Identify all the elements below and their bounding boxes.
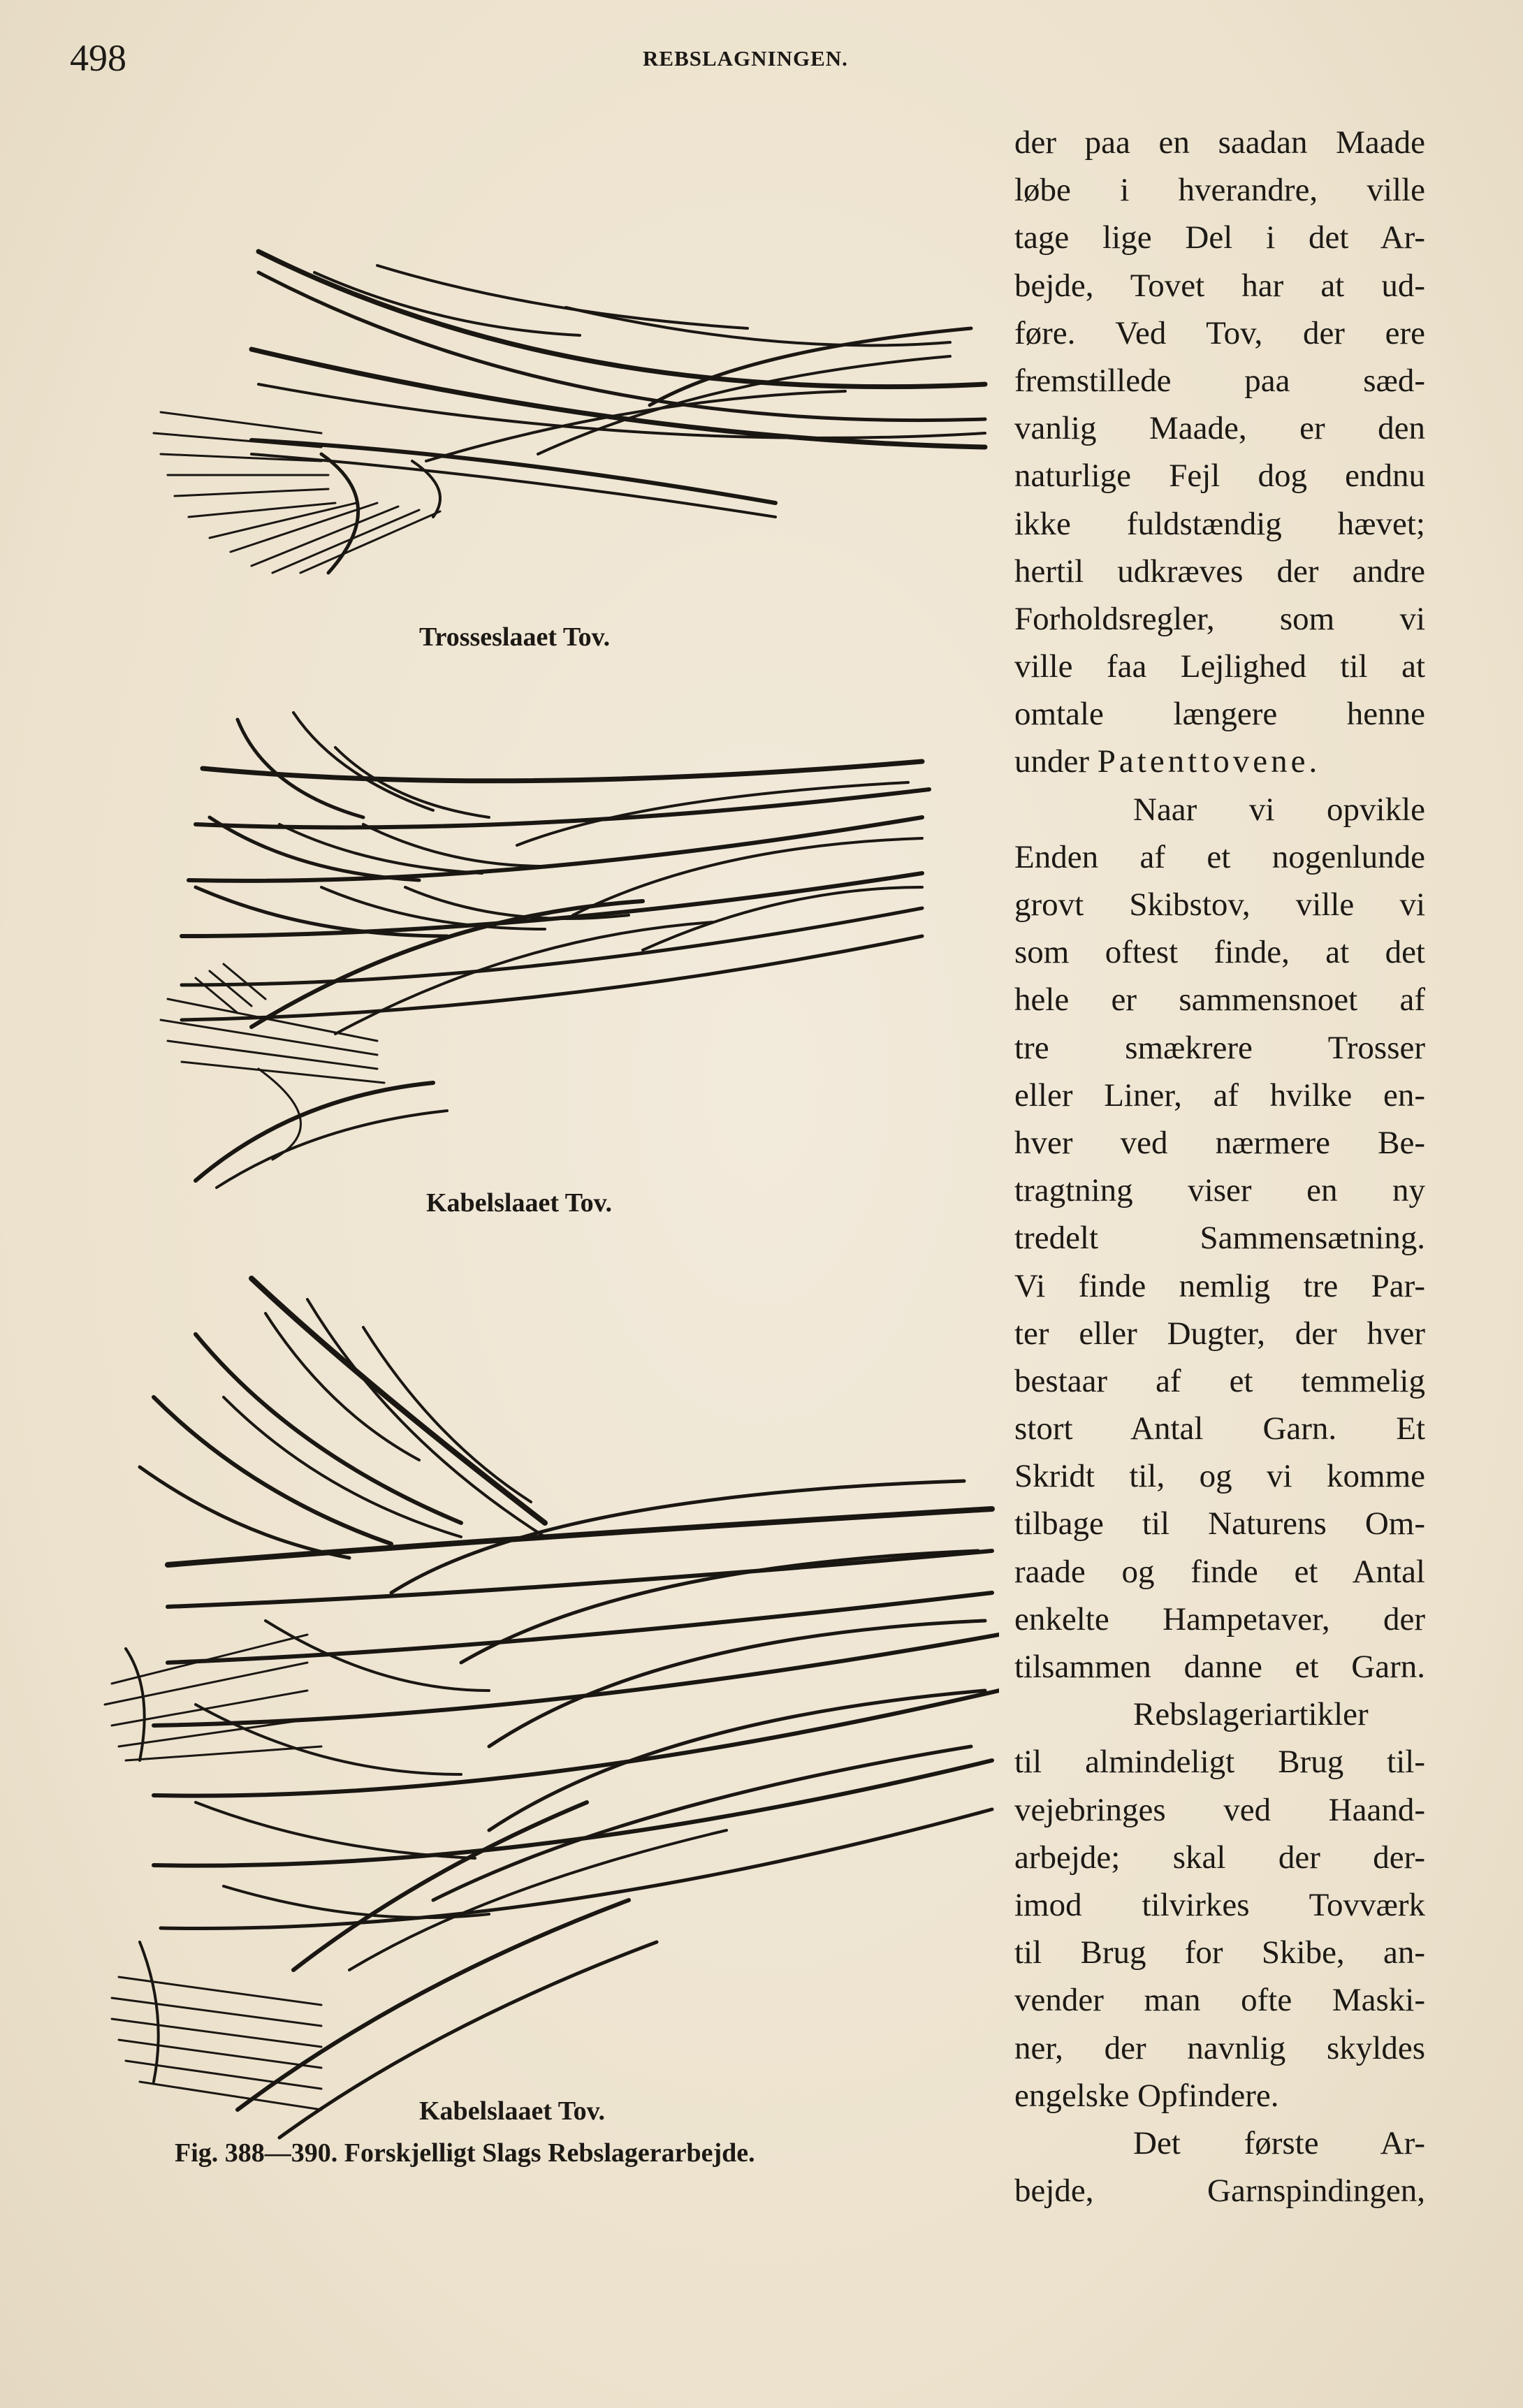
body-line: imod tilvirkes Tovværk [1014,1886,1425,1923]
body-line: Enden af et nogenlunde [1014,838,1425,875]
body-line: bejde, Tovet har at ud- [1014,267,1425,304]
page-number: 498 [70,37,126,79]
body-line-word: under [1014,743,1090,780]
body-line: grovt Skibstov, ville vi [1014,886,1425,923]
body-line: tragtning viser en ny [1014,1172,1425,1209]
caption-hawser-laid: Trosseslaaet Tov. [419,622,611,652]
body-line: til almindeligt Brug til- [1014,1744,1425,1781]
body-line: Vi finde nemlig tre Par- [1014,1267,1425,1304]
rope-illustration-cable-laid-1 [154,706,992,1195]
body-line: vejebringes ved Haand- [1014,1791,1425,1828]
body-line: tage lige Del i det Ar- [1014,219,1425,256]
rope-figures [70,126,999,2221]
body-line: Rebslageriartikler [1133,1696,1369,1733]
body-line: tilsammen danne et Garn. [1014,1649,1425,1685]
body-line: Forholdsregler, som vi [1014,600,1425,637]
rope-illustration-hawser-laid [147,224,999,657]
body-line: der paa en saadan Maade [1014,124,1425,161]
running-head: REBSLAGNINGEN. [643,46,848,71]
body-line: Naar vi opvikle [1133,791,1425,828]
body-line: enkelte Hampetaver, der [1014,1600,1425,1637]
body-line-with-spaced-word [1014,738,1425,785]
body-line: ter eller Dugter, der hver [1014,1315,1425,1352]
body-line: tre smækrere Trosser [1014,1029,1425,1066]
body-line: bejde, Garnspindingen, [1014,2173,1425,2210]
body-line: føre. Ved Tov, der ere [1014,314,1425,351]
body-line: eller Liner, af hvilke en- [1014,1077,1425,1114]
body-line: tredelt Sammensætning. [1014,1220,1425,1257]
body-line: ikke fuldstændig hævet; [1014,505,1425,542]
body-line: vanlig Maade, er den [1014,410,1425,447]
body-line: hver ved nærmere Be- [1014,1124,1425,1161]
body-line: stort Antal Garn. Et [1014,1410,1425,1447]
body-line: Skridt til, og vi komme [1014,1458,1425,1495]
body-text-column [1014,119,1425,2214]
body-line: vender man ofte Maski- [1014,1982,1425,2019]
body-line: hele er sammensnoet af [1014,982,1425,1019]
body-line: løbe i hverandre, ville [1014,172,1425,209]
body-line: naturlige Fejl dog endnu [1014,458,1425,495]
caption-cable-laid-2: Kabelslaaet Tov. [419,2096,606,2126]
body-line: fremstillede paa sæd- [1014,362,1425,399]
body-line: ville faa Lejlighed til at [1014,648,1425,685]
caption-cable-laid-1: Kabelslaaet Tov. [426,1188,613,1218]
body-line: som oftest finde, at det [1014,934,1425,971]
rope-illustration-cable-laid-2 [98,1271,999,2166]
body-line: til Brug for Skibe, an- [1014,1934,1425,1971]
body-line: omtale længere henne [1014,696,1425,733]
body-line: ner, der navnlig skyldes [1014,2029,1425,2066]
body-line: arbejde; skal der der- [1014,1839,1425,1876]
body-line: Det første Ar- [1133,2124,1425,2161]
body-line: raade og finde et Antal [1014,1553,1425,1590]
figure-caption: Fig. 388—390. Forskjelligt Slags Rebslagerarbejde. [175,2138,755,2168]
body-line: engelske Opfindere. [1014,2077,1279,2114]
body-line: tilbage til Naturens Om- [1014,1505,1425,1542]
spaced-word: Patenttovene. [1097,743,1321,780]
body-line: hertil udkræves der andre [1014,553,1425,590]
body-line: bestaar af et temmelig [1014,1362,1425,1399]
